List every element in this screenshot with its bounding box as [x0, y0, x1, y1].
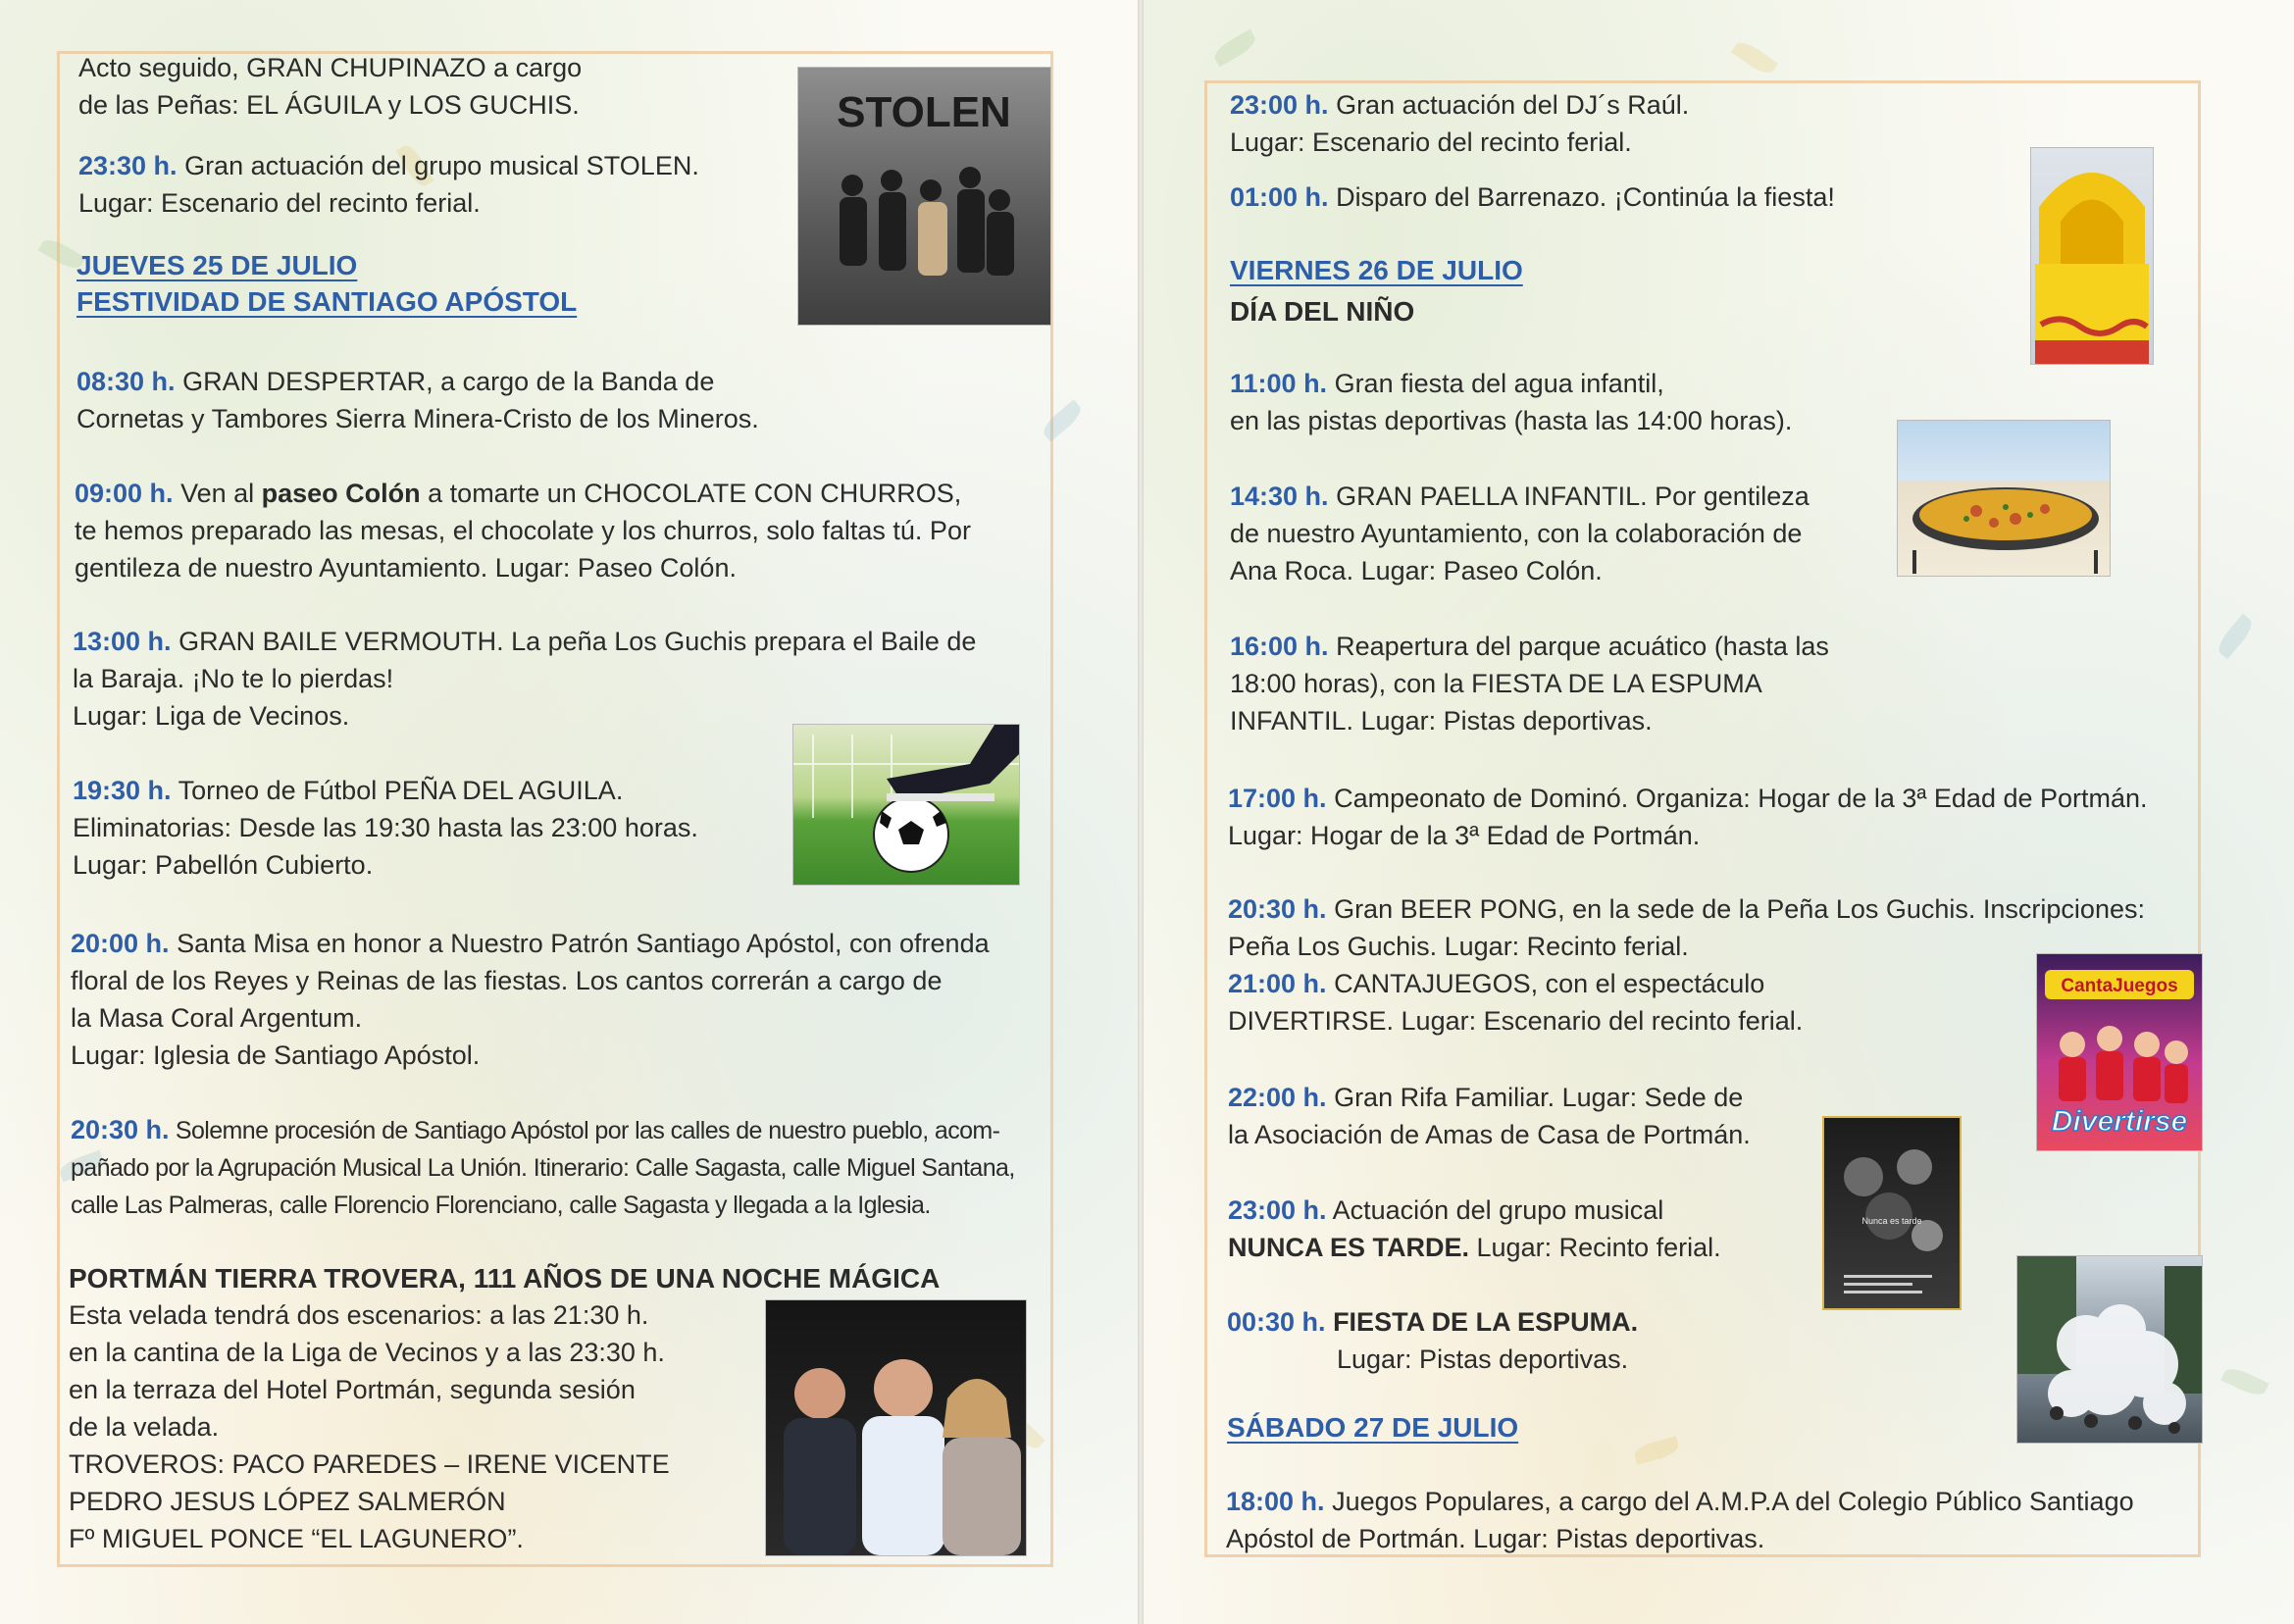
- foam-party-photo: [2016, 1255, 2203, 1444]
- event-time: 14:30 h.: [1230, 482, 1329, 511]
- day-heading-jueves: [76, 247, 577, 320]
- event-text: GRAN DESPERTAR, a cargo de la Banda de: [175, 367, 715, 396]
- event-text: Gran Rifa Familiar. Lugar: Sede de: [1326, 1083, 1744, 1112]
- event-stolen: [78, 147, 699, 222]
- trovera-line: en la terraza del Hotel Portmán, segunda sesión: [69, 1375, 636, 1404]
- event-time: 00:30 h.: [1227, 1307, 1326, 1337]
- event-time: 11:00 h.: [1230, 369, 1328, 398]
- event-time: 20:00 h.: [71, 929, 170, 958]
- event-text-line: calle Las Palmeras, calle Florencio Florenciano, calle Sagasta y llegada a la Iglesia.: [71, 1192, 931, 1219]
- event-location: Lugar: Escenario del recinto ferial.: [1230, 127, 1632, 157]
- event-paella: [1230, 478, 1810, 589]
- event-text-line: la Masa Coral Argentum.: [71, 1003, 363, 1033]
- event-text-line: la Baraja. ¡No te lo pierdas!: [73, 664, 394, 693]
- event-misa: [71, 925, 990, 1074]
- trovera-line: TROVEROS: PACO PAREDES – IRENE VICENTE: [69, 1449, 670, 1479]
- event-text: Gran fiesta del agua infantil,: [1327, 369, 1664, 398]
- event-location: Apóstol de Portmán. Lugar: Pistas deportivas.: [1226, 1524, 1765, 1553]
- event-time: 09:00 h.: [75, 479, 174, 508]
- leaf-decoration: [1211, 29, 1259, 68]
- event-text: Gran actuación del DJ´s Raúl.: [1328, 90, 1690, 120]
- event-text-line: 18:00 horas), con la FIESTA DE LA ESPUMA: [1230, 669, 1762, 698]
- poster-title: Nunca es tarde: [1861, 1216, 1922, 1226]
- event-text: GRAN PAELLA INFANTIL. Por gentileza: [1328, 482, 1810, 511]
- event-despertar: [76, 363, 759, 437]
- event-text-line: pañado por la Agrupación Musical La Unión. Itinerario: Calle Sagasta, calle Miguel Santana,: [71, 1154, 1015, 1182]
- intro-text: [78, 49, 582, 124]
- event-text: CANTAJUEGOS, con el espectáculo: [1326, 969, 1765, 998]
- heading-line: FESTIVIDAD DE SANTIAGO APÓSTOL: [76, 286, 578, 317]
- leaf-decoration: [2220, 1364, 2269, 1399]
- intro-line: de las Peñas: EL ÁGUILA y LOS GUCHIS.: [78, 90, 580, 120]
- event-time: 17:00 h.: [1228, 784, 1327, 813]
- event-location: INFANTIL. Lugar: Pistas deportivas.: [1230, 706, 1653, 736]
- event-location: DIVERTIRSE. Lugar: Escenario del recinto ferial.: [1228, 1006, 1804, 1036]
- event-futbol: [73, 772, 698, 884]
- event-text: Solemne procesión de Santiago Apóstol por las calles de nuestro pueblo, acom-: [169, 1117, 1000, 1144]
- event-text: Campeonato de Dominó. Organiza: Hogar de la 3ª Edad de Portmán.: [1326, 784, 2148, 813]
- event-time: 16:00 h.: [1230, 632, 1329, 661]
- event-text: Torneo de Fútbol PEÑA DEL AGUILA.: [171, 776, 624, 805]
- trovera-line: Fº MIGUEL PONCE “EL LAGUNERO”.: [69, 1524, 524, 1553]
- event-location: Ana Roca. Lugar: Paseo Colón.: [1230, 556, 1603, 585]
- poster-title: CantaJuegos: [2061, 976, 2178, 996]
- left-page: [0, 0, 1138, 1624]
- trovera-line: Esta velada tendrá dos escenarios: a las 21:30 h.: [69, 1300, 649, 1330]
- event-location: Lugar: Pistas deportivas.: [1337, 1345, 1629, 1374]
- day-subheading: DÍA DEL NIÑO: [1230, 296, 1415, 327]
- event-time: 22:00 h.: [1228, 1083, 1327, 1112]
- event-text: Disparo del Barrenazo. ¡Continúa la fiesta!: [1328, 182, 1835, 212]
- event-vermouth: [73, 623, 976, 735]
- event-location: Lugar: Hogar de la 3ª Edad de Portmán.: [1228, 821, 1701, 850]
- event-text-line: gentileza de nuestro Ayuntamiento. Lugar: Paseo Colón.: [75, 553, 737, 583]
- event-text-line: Eliminatorias: Desde las 19:30 hasta las 23:00 horas.: [73, 813, 698, 842]
- poster-subtitle: Divertirse: [2051, 1105, 2188, 1138]
- event-location: Peña Los Guchis. Lugar: Recinto ferial.: [1228, 932, 1689, 961]
- intro-line: Acto seguido, GRAN CHUPINAZO a cargo: [78, 53, 583, 82]
- nunca-es-tarde-poster: [1822, 1116, 1962, 1310]
- cantajuegos-poster: [2036, 953, 2203, 1151]
- event-dj: [1230, 86, 1689, 161]
- event-beer-pong: [1228, 890, 2145, 965]
- event-time: 19:30 h.: [73, 776, 172, 805]
- event-text-line: la Asociación de Amas de Casa de Portmán.: [1228, 1120, 1751, 1149]
- event-domino: [1228, 780, 2148, 854]
- trovera-text: [69, 1296, 670, 1557]
- trovera-line: de la velada.: [69, 1412, 220, 1442]
- event-agua: [1230, 365, 1792, 439]
- paella-photo: [1897, 420, 2111, 577]
- inflatable-photo: [2030, 147, 2154, 365]
- event-text: Juegos Populares, a cargo del A.M.P.A del Colegio Público Santiago: [1324, 1487, 2134, 1516]
- event-time: 20:30 h.: [71, 1115, 170, 1144]
- event-acuatico: [1230, 628, 1829, 739]
- trovera-title: PORTMÁN TIERRA TROVERA, 111 AÑOS DE UNA NOCHE MÁGICA: [69, 1263, 941, 1294]
- band-stolen-photo: [797, 67, 1051, 326]
- event-barrenazo: [1230, 178, 1835, 216]
- event-chocolate: [75, 475, 971, 586]
- event-time: 23:00 h.: [1228, 1195, 1327, 1225]
- event-text: Gran BEER PONG, en la sede de la Peña Los Guchis. Inscripciones:: [1326, 894, 2145, 924]
- event-text-line: floral de los Reyes y Reinas de las fiestas. Los cantos correrán a cargo de: [71, 966, 943, 995]
- trovera-line: en la cantina de la Liga de Vecinos y a las 23:30 h.: [69, 1338, 665, 1367]
- event-time: 18:00 h.: [1226, 1487, 1325, 1516]
- event-procesion: [71, 1111, 1015, 1224]
- event-text: Actuación del grupo musical: [1326, 1195, 1664, 1225]
- event-text: Ven al: [173, 479, 262, 508]
- heading-line: JUEVES 25 DE JULIO: [76, 250, 358, 280]
- leaf-decoration: [2214, 614, 2256, 660]
- event-location: Lugar: Pabellón Cubierto.: [73, 850, 374, 880]
- troveros-photo: [765, 1299, 1027, 1556]
- event-location: Lugar: Iglesia de Santiago Apóstol.: [71, 1040, 481, 1070]
- event-time: 13:00 h.: [73, 627, 172, 656]
- football-photo: [792, 724, 1020, 886]
- event-bold-text: FIESTA DE LA ESPUMA.: [1325, 1307, 1639, 1337]
- trovera-line: PEDRO JESUS LÓPEZ SALMERÓN: [69, 1487, 506, 1516]
- event-time: 08:30 h.: [76, 367, 176, 396]
- day-heading-viernes: VIERNES 26 DE JULIO: [1230, 255, 1523, 285]
- event-text: GRAN BAILE VERMOUTH. La peña Los Guchis prepara el Baile de: [171, 627, 977, 656]
- event-text-line: te hemos preparado las mesas, el chocolate y los churros, solo faltas tú. Por: [75, 516, 971, 545]
- event-text-line: en las pistas deportivas (hasta las 14:00 horas).: [1230, 406, 1793, 435]
- event-time: 20:30 h.: [1228, 894, 1327, 924]
- event-bold-text: NUNCA ES TARDE.: [1228, 1233, 1470, 1262]
- event-text: Gran actuación del grupo musical STOLEN.: [177, 151, 699, 180]
- event-time: 23:30 h.: [78, 151, 178, 180]
- event-time: 23:00 h.: [1230, 90, 1329, 120]
- event-time: 01:00 h.: [1230, 182, 1329, 212]
- event-nunca-es-tarde: [1228, 1192, 1721, 1266]
- event-cantajuegos: [1228, 965, 1803, 1040]
- day-heading-sabado: SÁBADO 27 DE JULIO: [1227, 1412, 1519, 1443]
- event-text: Reapertura del parque acuático (hasta las: [1328, 632, 1829, 661]
- event-rifa: [1228, 1079, 1751, 1153]
- event-text: Santa Misa en honor a Nuestro Patrón Santiago Apóstol, con ofrenda: [169, 929, 990, 958]
- event-text-line: Cornetas y Tambores Sierra Minera-Cristo de los Mineros.: [76, 404, 759, 433]
- leaf-decoration: [1731, 37, 1778, 77]
- event-text-line: de nuestro Ayuntamiento, con la colaboración de: [1230, 519, 1803, 548]
- event-text: a tomarte un CHOCOLATE CON CHURROS,: [420, 479, 962, 508]
- event-espuma: [1227, 1303, 1638, 1378]
- event-location: Lugar: Escenario del recinto ferial.: [78, 188, 481, 218]
- event-location: Lugar: Liga de Vecinos.: [73, 701, 350, 731]
- event-time: 21:00 h.: [1228, 969, 1327, 998]
- event-location: Lugar: Recinto ferial.: [1469, 1233, 1721, 1262]
- event-juegos: [1226, 1483, 2134, 1557]
- right-page: [1144, 0, 2294, 1624]
- event-bold-text: paseo Colón: [261, 479, 421, 508]
- band-logo: STOLEN: [837, 88, 1011, 136]
